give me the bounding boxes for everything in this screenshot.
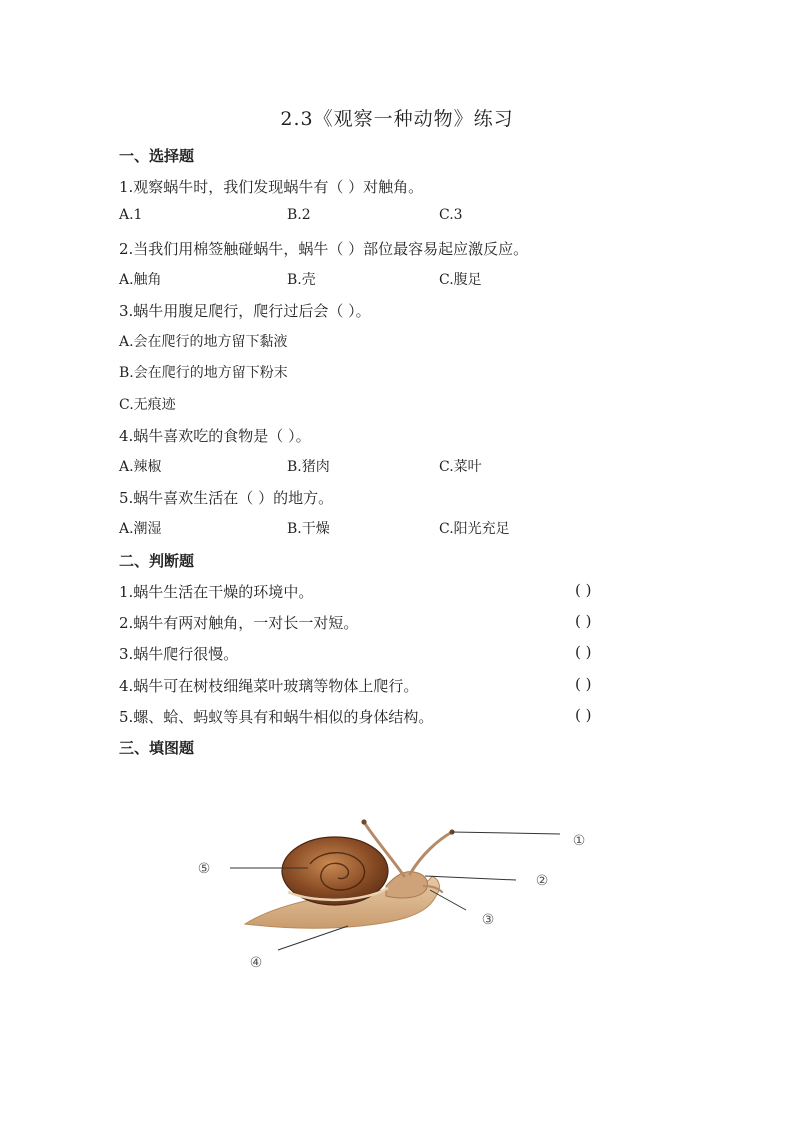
judgement-answer-5: ( ) [575,706,592,724]
q2-option-c: C.腹足 [439,272,482,288]
label-2: ② [535,873,549,889]
judgement-answer-3: ( ) [575,643,592,661]
leader-line-3 [430,890,466,910]
q1-option-a: A.1 [119,207,143,223]
label-5: ⑤ [197,861,211,877]
label-3: ③ [481,912,495,928]
question-1: 1.观察蜗牛时，我们发现蜗牛有（ ）对触角。 [119,178,424,196]
section-heading-diagram: 三、填图题 [119,739,195,757]
judgement-item-3: 3.蜗牛爬行很慢。 [119,645,239,663]
q1-option-b: B.2 [287,207,311,223]
q3-option-a: A.会在爬行的地方留下黏液 [119,334,288,350]
q5-option-c: C.阳光充足 [439,521,510,537]
judgement-answer-1: ( ) [575,581,592,599]
judgement-item-4: 4.蜗牛可在树枝细绳菜叶玻璃等物体上爬行。 [119,677,419,695]
q3-option-c: C.无痕迹 [119,397,176,413]
judgement-answer-4: ( ) [575,675,592,693]
q5-option-a: A.潮湿 [119,521,162,537]
question-5: 5.蜗牛喜欢生活在（ ）的地方。 [119,489,334,507]
judgement-item-5: 5.螺、蛤、蚂蚁等具有和蜗牛相似的身体结构。 [119,708,434,726]
q3-option-b: B.会在爬行的地方留下粉末 [119,365,288,381]
q4-option-c: C.菜叶 [439,459,482,475]
snail-diagram [190,806,610,986]
section-heading-judgement: 二、判断题 [119,552,195,570]
q2-option-a: A.触角 [119,272,162,288]
section-heading-choice: 一、选择题 [119,147,195,165]
question-4: 4.蜗牛喜欢吃的食物是（ ）。 [119,427,311,445]
page-title: 2.3《观察一种动物》练习 [280,108,514,130]
q2-option-b: B.壳 [287,272,316,288]
question-3: 3.蜗牛用腹足爬行，爬行过后会（ ）。 [119,302,371,320]
q4-option-a: A.辣椒 [119,459,162,475]
snail-head [386,872,428,898]
leader-line-1 [452,832,560,834]
leader-line-4 [278,926,348,950]
q4-option-b: B.猪肉 [287,459,330,475]
judgement-item-2: 2.蜗牛有两对触角，一对长一对短。 [119,614,359,632]
q1-option-c: C.3 [439,207,463,223]
label-4: ④ [249,955,263,971]
label-1: ① [572,833,586,849]
judgement-item-1: 1.蜗牛生活在干燥的环境中。 [119,583,314,601]
judgement-answer-2: ( ) [575,612,592,630]
leader-line-2 [425,876,516,880]
question-2: 2.当我们用棉签触碰蜗牛，蜗牛（ ）部位最容易起应激反应。 [119,240,529,258]
upper-tentacle-right [410,832,452,874]
q5-option-b: B.干燥 [287,521,330,537]
